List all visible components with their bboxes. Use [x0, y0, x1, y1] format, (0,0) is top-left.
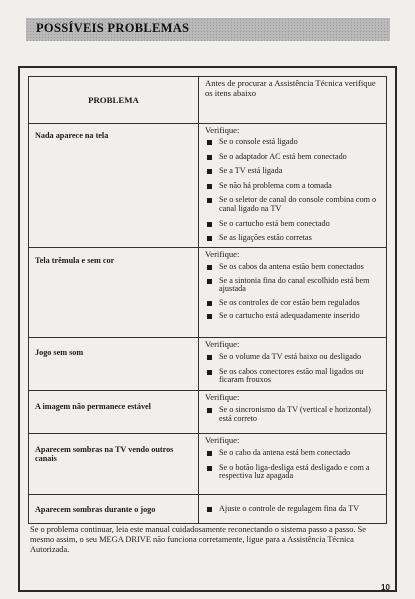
list-item: Se a TV está ligada: [205, 167, 381, 176]
check-cell: [199, 495, 386, 523]
check-list: [205, 263, 381, 321]
bullet-square-icon: [207, 169, 212, 174]
list-item: Se a sintonia fina do canal escolhido está bem ajustada: [205, 277, 381, 294]
list-item: Se o console está ligado: [205, 138, 381, 147]
column-header-problem: PROBLEMA: [29, 77, 199, 123]
verify-label: Verifique:: [205, 392, 240, 402]
list-item: Se o adaptador AC está bem conectado: [205, 153, 381, 162]
list-item: Se o sincronismo da TV (vertical e horizontal) está correto: [205, 406, 381, 423]
check-cell: [199, 391, 386, 433]
check-list: [205, 449, 381, 481]
bullet-square-icon: [207, 265, 212, 270]
table-row: [29, 248, 386, 338]
verify-label: Verifique:: [205, 339, 240, 349]
bullet-square-icon: [207, 466, 212, 471]
page-number: 10: [381, 583, 390, 592]
list-item: Se o cartucho está adequadamente inserido: [205, 312, 381, 321]
bullet-square-icon: [207, 184, 212, 189]
problem-label: Aparecem sombras durante o jogo: [29, 495, 199, 523]
list-item: Se não há problema com a tomada: [205, 182, 381, 191]
bullet-square-icon: [207, 279, 212, 284]
column-header-check: Antes de procurar a Assistência Técnica verifique os itens abaixo: [205, 78, 376, 98]
problem-label: Tela trêmula e sem cor: [29, 248, 199, 337]
table-row: [29, 495, 386, 524]
check-cell: [199, 248, 386, 337]
bullet-square-icon: [207, 155, 212, 160]
bullet-square-icon: [207, 198, 212, 203]
list-item: Se os cabos da antena estão bem conectados: [205, 263, 381, 272]
table-row: [29, 434, 386, 495]
bullet-square-icon: [207, 451, 212, 456]
bullet-square-icon: [207, 314, 212, 319]
list-item: Se as ligações estão corretas: [205, 234, 381, 243]
bullet-square-icon: [207, 301, 212, 306]
troubleshooting-frame: [18, 66, 397, 592]
bullet-square-icon: [207, 236, 212, 241]
bullet-square-icon: [207, 140, 212, 145]
list-item: Se o volume da TV está baixo ou desligado: [205, 353, 381, 362]
list-item: Se o cabo da antena está bem conectado: [205, 449, 381, 458]
list-item: Se o cartucho está bem conectado: [205, 220, 381, 229]
table-header-row: [29, 77, 386, 124]
check-list: [205, 406, 381, 423]
footnote-text: Se o problema continuar, leia este manual cuidadosamente reconectando o sistema passo a passo. Se mesmo assim, o seu MEGA DRIVE não funciona corretamente, ligue para a Assistência Técnica Autorizada.: [30, 525, 366, 554]
problem-label: Aparecem sombras na TV vendo outros canais: [29, 434, 199, 494]
bullet-square-icon: [207, 355, 212, 360]
bullet-square-icon: [207, 507, 212, 512]
list-item: Se o botão liga-desliga está desligado e com a respectiva luz apagada: [205, 464, 381, 481]
table-row: [29, 338, 386, 391]
bullet-square-icon: [207, 370, 212, 375]
problem-label: Jogo sem som: [29, 338, 199, 390]
check-cell: [199, 434, 386, 494]
verify-label: Verifique:: [205, 435, 240, 445]
check-list: [205, 138, 381, 243]
troubleshooting-table: [28, 76, 387, 524]
list-item: Ajuste o controle de regulagem fina da TV: [205, 505, 359, 514]
check-cell: [199, 124, 386, 247]
list-item: Se o seletor de canal do console combina com o canal ligado na TV: [205, 196, 381, 213]
list-item: Se os controles de cor estão bem regulados: [205, 299, 381, 308]
check-list: [205, 353, 381, 385]
table-row: [29, 124, 386, 248]
page-title: POSSÍVEIS PROBLEMAS: [36, 21, 190, 35]
check-list: [205, 505, 359, 514]
problem-label: Nada aparece na tela: [29, 124, 199, 247]
bullet-square-icon: [207, 222, 212, 227]
table-row: [29, 391, 386, 434]
verify-label: Verifique:: [205, 125, 240, 135]
bullet-square-icon: [207, 408, 212, 413]
problem-label: A imagem não permanece estável: [29, 391, 199, 433]
list-item: Se os cabos conectores estão mal ligados ou ficaram frouxos: [205, 368, 381, 385]
verify-label: Verifique:: [205, 249, 240, 259]
check-cell: [199, 338, 386, 390]
